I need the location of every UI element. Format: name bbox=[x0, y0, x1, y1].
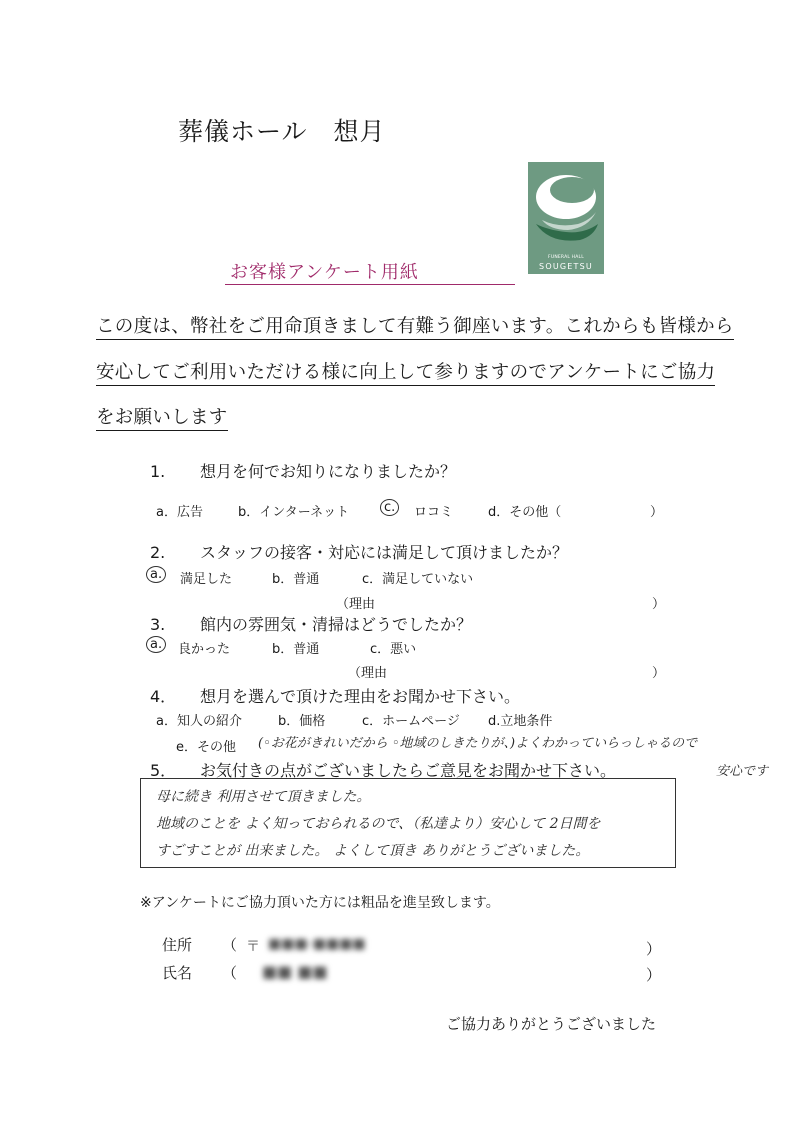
q1-option-c-mark[interactable] bbox=[384, 499, 399, 516]
q2-option-a-mark[interactable] bbox=[150, 566, 166, 583]
q2-option-b[interactable]: b．普通 bbox=[272, 572, 320, 587]
q4-option-e[interactable]: e．その他 bbox=[176, 740, 236, 755]
q4-option-d[interactable]: d.立地条件 bbox=[488, 714, 553, 729]
q4-option-b[interactable]: b．価格 bbox=[278, 714, 326, 729]
q1-option-b[interactable]: b．インターネット bbox=[238, 505, 350, 520]
comment-line-1: 母に続き 利用させて頂きました。 bbox=[156, 789, 371, 805]
question-2-text: スタッフの接客・対応には満足して頂けましたか？ bbox=[200, 543, 569, 562]
question-4-number: 4． bbox=[150, 687, 177, 706]
sougetsu-logo bbox=[528, 162, 604, 274]
q1-option-d-close: ） bbox=[650, 505, 664, 520]
postal-mark: 〒 bbox=[246, 939, 260, 955]
comment-line-2: 地域のことを よく知っておられるので、（私達より）安心して 2日間を bbox=[156, 816, 601, 832]
q1-option-c-label: ロコミ bbox=[414, 505, 454, 520]
closing-thanks: ご協力ありがとうございました bbox=[446, 1015, 657, 1033]
name-label: 氏名 bbox=[162, 964, 193, 982]
hall-title bbox=[178, 112, 386, 148]
question-5-text: お気付きの点がございましたらご意見をお聞かせ下さい。 bbox=[200, 761, 617, 780]
q3-reason-close: ） bbox=[652, 666, 666, 681]
q4-other-answer-cont: 安心です bbox=[716, 764, 769, 779]
question-3-text: 館内の雰囲気・清掃はどうでしたか？ bbox=[200, 615, 473, 634]
q2-reason-open: （理由 bbox=[336, 597, 376, 612]
q1-option-c-circle: c. bbox=[380, 499, 399, 516]
q2-option-c[interactable]: c．満足していない bbox=[362, 572, 474, 587]
name-value[interactable]: ■■ ■■ bbox=[262, 962, 328, 981]
intro-line-2: 安心してご利用いただける様に向上して参りますのでアンケートにご協力 bbox=[96, 358, 715, 386]
logo-caption-brand: SOUGETSU bbox=[539, 262, 593, 271]
q3-option-a-circle: a. bbox=[146, 636, 166, 653]
q3-option-a-label: 良かった bbox=[178, 642, 231, 657]
question-4-text: 想月を選んで頂けた理由をお聞かせ下さい。 bbox=[200, 687, 521, 706]
question-3-number: 3. bbox=[150, 615, 166, 634]
address-value[interactable]: ■■■-■■■■ bbox=[268, 936, 366, 952]
logo-caption-en: FUNERAL HALL bbox=[548, 255, 584, 260]
question-1-number: 1. bbox=[150, 462, 166, 481]
q3-option-c[interactable]: c．悪い bbox=[370, 642, 417, 657]
crescent-moon-icon bbox=[528, 162, 604, 254]
brand-name: 想月 bbox=[333, 117, 386, 146]
q4-option-c[interactable]: c．ホームページ bbox=[362, 714, 460, 729]
question-4 bbox=[150, 684, 520, 707]
q3-option-a-mark[interactable] bbox=[150, 636, 166, 653]
q3-reason-open: （理由 bbox=[348, 666, 388, 681]
name-open-paren: （ bbox=[222, 964, 238, 982]
q2-reason-close: ） bbox=[652, 597, 666, 612]
question-2 bbox=[150, 540, 568, 563]
gift-note: ※アンケートにご協力頂いた方には粗品を進呈致します。 bbox=[140, 895, 500, 911]
question-5-number: 5． bbox=[150, 761, 177, 780]
address-open-paren: （ bbox=[222, 936, 238, 954]
intro-line-1: この度は、幣社をご用命頂きまして有難う御座います。これからも皆様から bbox=[96, 312, 734, 340]
question-1 bbox=[150, 459, 456, 482]
intro-line-3: をお願いします bbox=[96, 403, 228, 431]
q2-option-a-label: 満足した bbox=[180, 572, 233, 587]
q4-other-answer: (◦お花がきれいだから ◦地域のしきたりが、)よくわかっていらっしゃるので bbox=[258, 736, 698, 751]
q1-option-d[interactable]: d．その他（ bbox=[488, 505, 562, 520]
address-close-paren: ） bbox=[646, 940, 662, 958]
comment-line-3: すごすことが 出来ました。 よくして頂き ありがとうございました。 bbox=[156, 843, 590, 859]
name-close-paren: ） bbox=[646, 966, 662, 984]
q3-option-b[interactable]: b．普通 bbox=[272, 642, 320, 657]
question-2-number: 2. bbox=[150, 543, 166, 562]
form-title-underline bbox=[225, 284, 515, 285]
q1-option-a[interactable]: a．広告 bbox=[156, 505, 203, 520]
question-3 bbox=[150, 612, 472, 635]
form-title: お客様アンケート用紙 bbox=[230, 262, 419, 283]
hall-name: 葬儀ホール bbox=[178, 117, 308, 146]
address-label: 住所 bbox=[162, 936, 193, 954]
q4-option-a[interactable]: a．知人の紹介 bbox=[156, 714, 242, 729]
question-1-text: 想月を何でお知りになりましたか？ bbox=[200, 462, 457, 481]
q2-option-a-circle: a. bbox=[146, 566, 166, 583]
